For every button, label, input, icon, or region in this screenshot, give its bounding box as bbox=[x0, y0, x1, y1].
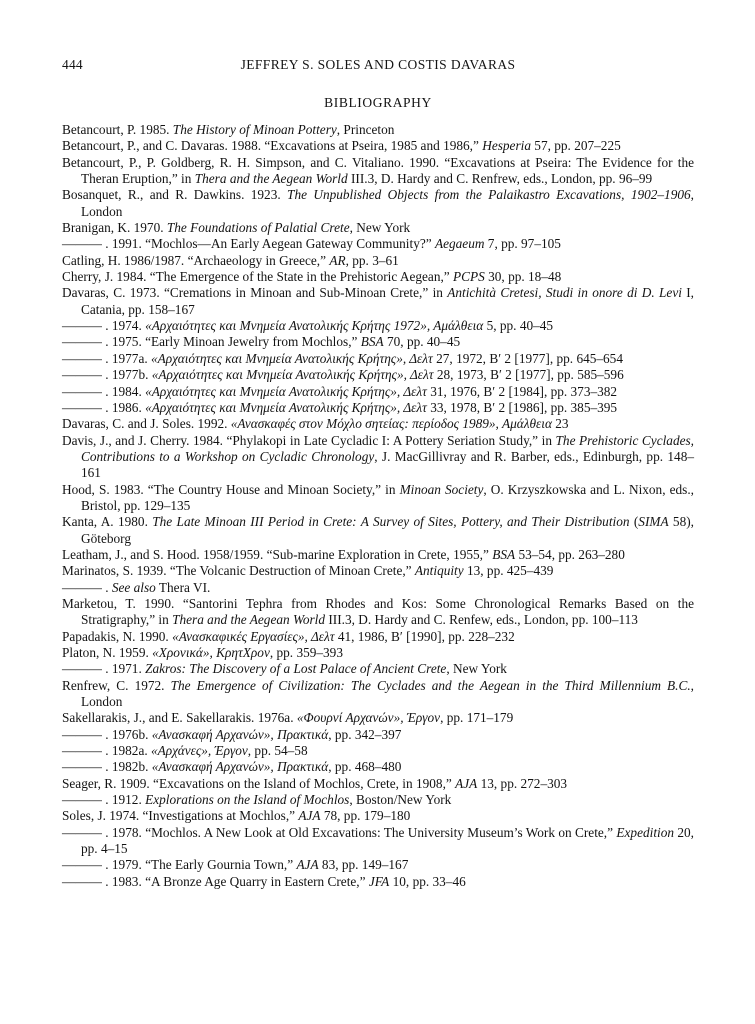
bibliography-entry bbox=[62, 253, 694, 269]
entry-text-segment: 20, pp. 4–15 bbox=[81, 824, 694, 857]
entry-text-segment: Betancourt, P. 1985. bbox=[62, 122, 173, 137]
bibliography-entry bbox=[62, 792, 694, 808]
entry-text-segment: 31, 1976, Β′ 2 [1984], pp. 373–382 bbox=[426, 383, 618, 399]
bibliography-entry bbox=[62, 269, 694, 285]
entry-text-segment: 78, pp. 179–180 bbox=[320, 808, 411, 824]
entry-text-segment: Papadakis, N. 1990. bbox=[62, 628, 173, 644]
bibliography-entry bbox=[62, 661, 694, 677]
entry-italic-segment: BSA bbox=[360, 334, 384, 350]
entry-text-segment: , O. Krzyszkowska and L. Nixon, eds., Bristol, pp. 129–135 bbox=[81, 481, 694, 513]
bibliography-entry bbox=[62, 710, 694, 726]
entry-italic-segment: Hesperia bbox=[482, 138, 531, 154]
bibliography-entry bbox=[62, 433, 694, 482]
entry-italic-segment: The Unpublished Objects from the Palaikastro Excavations, 1902–1906 bbox=[287, 187, 691, 203]
entry-text-segment: 30, pp. 18–48 bbox=[484, 269, 562, 285]
bibliography-entry bbox=[62, 563, 694, 579]
entry-italic-segment: «Αρχαιότητες και Μνημεία Ανατολικής Κρήτης», Δελτ bbox=[145, 399, 427, 415]
entry-italic-segment: See also bbox=[111, 579, 156, 595]
bibliography-entry bbox=[62, 759, 694, 775]
entry-text-segment: , pp. 54–58 bbox=[247, 743, 308, 759]
entry-text-segment: Hood, S. 1983. “The Country House and Minoan Society,” in bbox=[62, 481, 400, 497]
bibliography-entry bbox=[62, 514, 694, 547]
entry-text-segment: , New York bbox=[349, 220, 411, 236]
entry-text-segment: , pp. 359–393 bbox=[269, 645, 343, 660]
entry-italic-segment: «Ανασκαφή Αρχανών», Πρακτικά bbox=[151, 726, 329, 742]
entry-text-segment: 13, pp. 272–303 bbox=[477, 775, 568, 791]
entry-text-segment: 23 bbox=[551, 416, 569, 432]
bibliography-entry bbox=[62, 776, 694, 792]
page-number: 444 bbox=[62, 57, 83, 72]
entry-italic-segment: JFA bbox=[368, 873, 390, 889]
entry-text-segment: Sakellarakis, J., and E. Sakellarakis. 1976a. bbox=[62, 710, 297, 726]
entry-text-segment: Seager, R. 1909. “Excavations on the Island of Mochlos, Crete, in 1908,” bbox=[62, 775, 456, 791]
entry-italic-segment: AJA bbox=[296, 857, 319, 873]
bibliography-entry bbox=[62, 808, 694, 824]
bibliography-entry bbox=[62, 825, 694, 858]
bibliography-entry bbox=[62, 629, 694, 645]
entry-text-segment: Soles, J. 1974. “Investigations at Mochlos,” bbox=[62, 808, 299, 824]
bibliography-entry bbox=[62, 122, 694, 138]
entry-text-segment: ——— . 1986. bbox=[62, 399, 146, 415]
entry-italic-segment: «Ανασκαφικές Εργασίες», Δελτ bbox=[172, 628, 335, 644]
bibliography-entry bbox=[62, 857, 694, 873]
entry-text-segment: III.3, D. Hardy and C. Renfew, eds., London, pp. 100–113 bbox=[325, 612, 638, 628]
entry-italic-segment: «Αρχαιότητες και Μνημεία Ανατολικής Κρήτης», Δελτ bbox=[151, 367, 434, 383]
entry-text-segment: I, Catania, pp. 158–167 bbox=[81, 285, 695, 317]
bibliography-entry bbox=[62, 727, 694, 743]
entry-text-segment: ——— . 1974. bbox=[62, 318, 146, 334]
entry-italic-segment: «Αρχαιότητες και Μνημεία Ανατολικής Κρήτης», Δελτ bbox=[151, 350, 433, 366]
entry-italic-segment: «Αρχάνες», Έργον bbox=[151, 743, 248, 759]
entry-text-segment: Marinatos, S. 1939. “The Volcanic Destruction of Minoan Crete,” bbox=[62, 563, 415, 579]
bibliography-entry bbox=[62, 318, 694, 334]
entry-text-segment: 28, 1973, Β′ 2 [1977], pp. 585–596 bbox=[433, 367, 624, 383]
entry-italic-segment: Thera and the Aegean World bbox=[194, 171, 348, 187]
section-title: BIBLIOGRAPHY bbox=[324, 95, 432, 110]
entry-text-segment: Renfrew, C. 1972. bbox=[62, 677, 171, 693]
entry-text-segment: ——— . 1982a. bbox=[62, 743, 152, 759]
running-head: JEFFREY S. SOLES AND COSTIS DAVARAS bbox=[240, 57, 516, 72]
entry-italic-segment: Minoan Society bbox=[399, 481, 484, 497]
bibliography-entry bbox=[62, 187, 694, 220]
entry-text-segment: , pp. 342–397 bbox=[328, 726, 402, 742]
page-header bbox=[62, 57, 694, 73]
entry-text-segment: , New York bbox=[446, 661, 507, 677]
entry-text-segment: Catling, H. 1986/1987. “Archaeology in Greece,” bbox=[62, 252, 330, 268]
entry-italic-segment: AJA bbox=[455, 775, 478, 791]
entry-text-segment: ——— . 1984. bbox=[62, 383, 146, 399]
bibliography-entry bbox=[62, 220, 694, 236]
entry-text-segment: Platon, N. 1959. bbox=[62, 645, 153, 660]
entry-text-segment: III.3, D. Hardy and C. Renfrew, eds., London, pp. 96–99 bbox=[347, 171, 653, 187]
entry-text-segment: , pp. 3–61 bbox=[345, 252, 399, 268]
entry-italic-segment: «Χρονικά», ΚρητΧρον bbox=[152, 645, 270, 660]
entry-italic-segment: Antichità Cretesi, Studi in onore di D. Levi bbox=[447, 285, 682, 301]
entry-text-segment: 27, 1972, Β′ 2 [1977], pp. 645–654 bbox=[432, 350, 623, 366]
bibliography-entry bbox=[62, 743, 694, 759]
entry-italic-segment: Antiquity bbox=[414, 563, 464, 579]
entry-text-segment: 13, pp. 425–439 bbox=[463, 563, 554, 579]
entry-text-segment: Davaras, C. and J. Soles. 1992. bbox=[62, 416, 231, 432]
entry-text-segment: Cherry, J. 1984. “The Emergence of the State in the Prehistoric Aegean,” bbox=[62, 269, 454, 285]
bibliography-entry bbox=[62, 596, 694, 629]
entry-text-segment: Davaras, C. 1973. “Cremations in Minoan and Sub-Minoan Crete,” in bbox=[62, 285, 448, 301]
entry-text-segment: Betancourt, P., and C. Davaras. 1988. “Excavations at Pseira, 1985 and 1986,” bbox=[62, 138, 483, 154]
entry-italic-segment: AJA bbox=[298, 808, 321, 824]
entry-italic-segment: Thera and the Aegean World bbox=[172, 612, 326, 628]
bibliography-entry bbox=[62, 138, 694, 154]
bibliography-entry bbox=[62, 678, 694, 711]
bibliography-entry bbox=[62, 334, 694, 350]
entry-text-segment: 83, pp. 149–167 bbox=[318, 857, 409, 873]
entry-italic-segment: «Ανασκαφή Αρχανών», Πρακτικά bbox=[151, 759, 329, 775]
entry-italic-segment: Expedition bbox=[616, 824, 675, 840]
entry-text-segment: ——— . 1977b. bbox=[62, 367, 152, 383]
bibliography-entry bbox=[62, 416, 694, 432]
bibliography-entry bbox=[62, 580, 694, 596]
entry-text-segment: , J. MacGillivray and R. Barber, eds., Edinburgh, pp. 148–161 bbox=[81, 448, 694, 481]
entry-italic-segment: AR bbox=[329, 252, 346, 268]
entry-text-segment: 33, 1978, Β′ 2 [1986], pp. 385–395 bbox=[426, 399, 618, 415]
entry-text-segment: 5, pp. 40–45 bbox=[483, 318, 554, 334]
entry-text-segment: , Boston/New York bbox=[349, 792, 452, 808]
entry-text-segment: Betancourt, P., P. Goldberg, R. H. Simpson, and C. Vitaliano. 1990. “Excavations at Pseira: The Evidence for the Theran Eruption,” in bbox=[62, 154, 694, 187]
entry-text-segment: ——— . 1976b. bbox=[62, 726, 152, 742]
entry-text-segment: 7, pp. 97–105 bbox=[484, 236, 561, 252]
entry-text-segment: 70, pp. 40–45 bbox=[383, 334, 461, 350]
entry-italic-segment: Aegaeum bbox=[434, 236, 485, 252]
entry-text-segment: ——— . 1912. bbox=[62, 792, 146, 808]
entry-text-segment: ——— . 1977a. bbox=[62, 350, 152, 366]
bibliography-list bbox=[62, 122, 694, 890]
bibliography-entry bbox=[62, 384, 694, 400]
bibliography-entry bbox=[62, 285, 694, 318]
entry-text-segment: , London bbox=[81, 677, 694, 710]
bibliography-entry bbox=[62, 482, 694, 515]
entry-italic-segment: The Late Minoan III Period in Crete: A Survey of Sites, Pottery, and Their Distribution bbox=[152, 514, 630, 530]
entry-text-segment: Branigan, K. 1970. bbox=[62, 220, 167, 236]
entry-text-segment: Bosanquet, R., and R. Dawkins. 1923. bbox=[62, 187, 288, 203]
entry-italic-segment: «Ανασκαφές στον Μόχλο σητείας: περίοδος 1989», Αμάλθεια bbox=[230, 416, 552, 432]
entry-italic-segment: Zakros: The Discovery of a Lost Palace of Ancient Crete bbox=[145, 661, 447, 677]
entry-italic-segment: The History of Minoan Pottery bbox=[172, 122, 337, 137]
entry-text-segment: ——— . bbox=[62, 579, 112, 595]
entry-italic-segment: The Emergence of Civilization: The Cyclades and the Aegean in the Third Millennium B.C. bbox=[170, 677, 691, 693]
entry-italic-segment: «Φουρνί Αρχανών», Έργον bbox=[296, 710, 441, 726]
bibliography-entry bbox=[62, 155, 694, 188]
entry-text-segment: 58), Göteborg bbox=[81, 514, 694, 546]
bibliography-entry bbox=[62, 547, 694, 563]
entry-text-segment: Leatham, J., and S. Hood. 1958/1959. “Sub-marine Exploration in Crete, 1955,” bbox=[62, 546, 493, 562]
entry-italic-segment: Explorations on the Island of Mochlos bbox=[145, 792, 350, 808]
entry-italic-segment: BSA bbox=[492, 546, 516, 562]
entry-text-segment: ——— . 1971. bbox=[62, 661, 146, 677]
entry-italic-segment: PCPS bbox=[453, 269, 485, 285]
bibliography-entry bbox=[62, 645, 694, 661]
entry-text-segment: ——— . 1991. “Mochlos—An Early Aegean Gateway Community?” bbox=[62, 236, 435, 252]
entry-text-segment: Davis, J., and J. Cherry. 1984. “Phylakopi in Late Cycladic I: A Pottery Seriation Study,” in bbox=[62, 432, 556, 448]
entry-text-segment: ——— . 1978. “Mochlos. A New Look at Old Excavations: The University Museum’s Work on Crete,” bbox=[62, 824, 617, 840]
entry-text-segment: ——— . 1975. “Early Minoan Jewelry from Mochlos,” bbox=[62, 334, 361, 350]
entry-text-segment: 41, 1986, Β′ [1990], pp. 228–232 bbox=[334, 628, 515, 644]
bibliography-entry bbox=[62, 351, 694, 367]
entry-text-segment: Marketou, T. 1990. “Santorini Tephra from Rhodes and Kos: Some Chronological Remarks Based on the Stratigraphy,” in bbox=[62, 595, 694, 628]
entry-text-segment: Thera VI. bbox=[155, 579, 211, 595]
entry-text-segment: ——— . 1982b. bbox=[62, 759, 152, 775]
entry-italic-segment: SIMA bbox=[638, 514, 669, 530]
entry-text-segment: ——— . 1983. “A Bronze Age Quarry in Eastern Crete,” bbox=[62, 873, 369, 889]
entry-italic-segment: «Αρχαιότητες και Μνημεία Ανατολικής Κρήτης», Δελτ bbox=[145, 383, 427, 399]
entry-text-segment: ( bbox=[629, 514, 639, 530]
entry-text-segment: Kanta, A. 1980. bbox=[62, 514, 153, 530]
entry-italic-segment: «Αρχαιότητες και Μνημεία Ανατολικής Κρήτης 1972», Αμάλθεια bbox=[145, 318, 484, 334]
bibliography-entry bbox=[62, 367, 694, 383]
entry-text-segment: , pp. 171–179 bbox=[440, 710, 514, 726]
entry-italic-segment: The Foundations of Palatial Crete bbox=[166, 220, 350, 236]
entry-italic-segment: The Prehistoric Cyclades, Contributions to a Workshop on Cycladic Chronology bbox=[81, 432, 694, 464]
entry-text-segment: ——— . 1979. “The Early Gournia Town,” bbox=[62, 857, 297, 873]
bibliography-entry bbox=[62, 236, 694, 252]
bibliography-entry bbox=[62, 874, 694, 890]
entry-text-segment: 53–54, pp. 263–280 bbox=[515, 546, 625, 562]
entry-text-segment: 57, pp. 207–225 bbox=[530, 138, 621, 154]
entry-text-segment: , Princeton bbox=[336, 122, 395, 137]
entry-text-segment: , pp. 468–480 bbox=[328, 759, 402, 775]
entry-text-segment: 10, pp. 33–46 bbox=[389, 873, 466, 889]
bibliography-entry bbox=[62, 400, 694, 416]
entry-text-segment: , London bbox=[81, 187, 694, 219]
